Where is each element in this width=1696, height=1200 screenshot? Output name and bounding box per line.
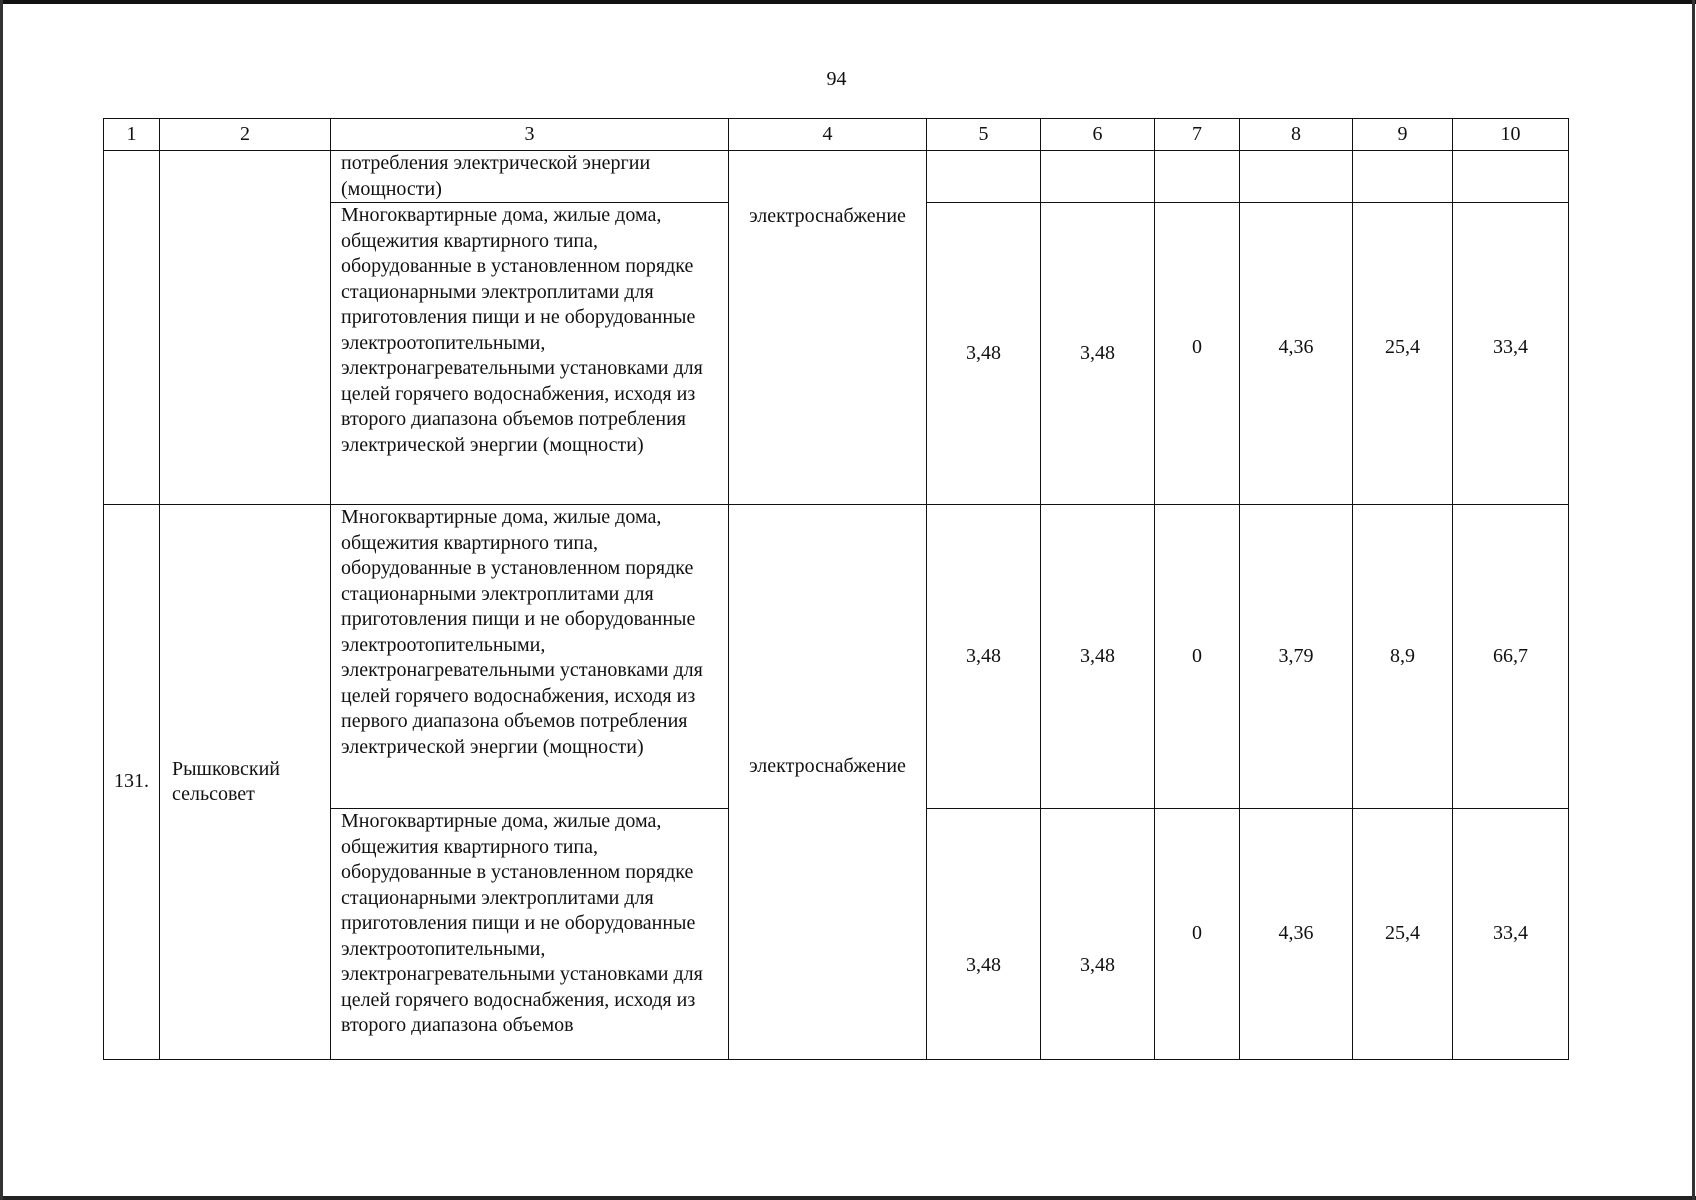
scan-edge-bottom xyxy=(0,1196,1696,1200)
value-cell xyxy=(1041,505,1155,809)
value-cell xyxy=(1353,809,1453,1060)
service-cell: электроснабжение xyxy=(729,151,927,505)
value-cell xyxy=(1240,809,1353,1060)
value-col-9: 25,4 xyxy=(1385,922,1420,945)
header-col-9: 9 xyxy=(1353,119,1453,151)
value-col-8: 4,36 xyxy=(1278,335,1314,358)
value-col-8: 3,79 xyxy=(1278,644,1314,667)
value-cell xyxy=(1240,151,1353,203)
value-cell xyxy=(1353,505,1453,809)
value-cell xyxy=(1041,809,1155,1060)
tariff-table xyxy=(103,118,1569,1060)
cell-number-empty xyxy=(104,151,160,505)
value-col-7: 0 xyxy=(1192,335,1202,358)
value-col-9: 8,9 xyxy=(1390,644,1415,667)
header-col-6: 6 xyxy=(1041,119,1155,151)
value-col-7: 0 xyxy=(1192,922,1202,945)
value-cell xyxy=(1240,203,1353,505)
header-col-5: 5 xyxy=(927,119,1041,151)
description-cell: Многоквартирные дома, жилые дома, общежития квартирного типа, оборудованные в установленном порядке стационарными электроплитами для приготовления пищи и не оборудованные электроотопительными, электронагревательными установками для целей горячего водоснабжения, исходя из второго диапазона объемов потребления электрической энергии (мощности) xyxy=(331,203,729,505)
service-cell: электроснабжение xyxy=(729,505,927,1060)
value-cell xyxy=(1041,151,1155,203)
scan-edge-left xyxy=(0,0,3,1200)
header-col-10: 10 xyxy=(1453,119,1569,151)
row-number: 131. xyxy=(104,505,160,1060)
value-cell xyxy=(927,505,1041,809)
header-col-4: 4 xyxy=(729,119,927,151)
value-cell xyxy=(1353,151,1453,203)
header-col-7: 7 xyxy=(1155,119,1240,151)
value-cell xyxy=(927,203,1041,505)
municipality-name: Рышковский сельсовет xyxy=(160,505,331,1060)
value-cell xyxy=(1155,203,1240,505)
page-number: 94 xyxy=(826,68,847,90)
value-cell xyxy=(927,151,1041,203)
value-cell xyxy=(1155,809,1240,1060)
description-cell: Многоквартирные дома, жилые дома, общежития квартирного типа, оборудованные в установленном порядке стационарными электроплитами для приготовления пищи и не оборудованные электроотопительными, электронагревательными установками для целей горячего водоснабжения, исходя из второго диапазона объемов xyxy=(331,809,729,1060)
description-cell: потребления электрической энергии (мощности) xyxy=(331,151,729,203)
header-row xyxy=(104,119,1569,151)
header-col-1: 1 xyxy=(104,119,160,151)
value-cell xyxy=(1453,505,1569,809)
header-col-3: 3 xyxy=(331,119,729,151)
value-cell xyxy=(1155,151,1240,203)
value-col-6: 3,48 xyxy=(1080,341,1115,364)
value-col-10: 66,7 xyxy=(1493,644,1528,667)
header-col-2: 2 xyxy=(160,119,331,151)
value-cell xyxy=(1155,505,1240,809)
value-cell xyxy=(1453,203,1569,505)
cell-name-empty xyxy=(160,151,331,505)
value-col-6: 3,48 xyxy=(1080,644,1115,667)
scan-edge-right xyxy=(1692,0,1695,1200)
value-cell xyxy=(1453,151,1569,203)
value-cell xyxy=(927,809,1041,1060)
value-col-5: 3,48 xyxy=(966,341,1001,364)
value-cell xyxy=(1240,505,1353,809)
scan-edge-top xyxy=(0,0,1696,4)
value-col-6: 3,48 xyxy=(1080,954,1115,977)
table-row xyxy=(104,505,1569,809)
value-cell xyxy=(1041,203,1155,505)
value-col-5: 3,48 xyxy=(966,954,1001,977)
value-col-10: 33,4 xyxy=(1493,922,1528,945)
value-col-9: 25,4 xyxy=(1385,335,1420,358)
header-col-8: 8 xyxy=(1240,119,1353,151)
value-col-5: 3,48 xyxy=(966,644,1001,667)
value-col-8: 4,36 xyxy=(1278,922,1314,945)
value-cell xyxy=(1453,809,1569,1060)
value-cell xyxy=(1353,203,1453,505)
value-col-7: 0 xyxy=(1192,644,1202,667)
table-row xyxy=(104,151,1569,203)
value-col-10: 33,4 xyxy=(1493,335,1528,358)
description-cell: Многоквартирные дома, жилые дома, общежития квартирного типа, оборудованные в установленном порядке стационарными электроплитами для приготовления пищи и не оборудованные электроотопительными, электронагревательными установками для целей горячего водоснабжения, исходя из первого диапазона объемов потребления электрической энергии (мощности) xyxy=(331,505,729,809)
